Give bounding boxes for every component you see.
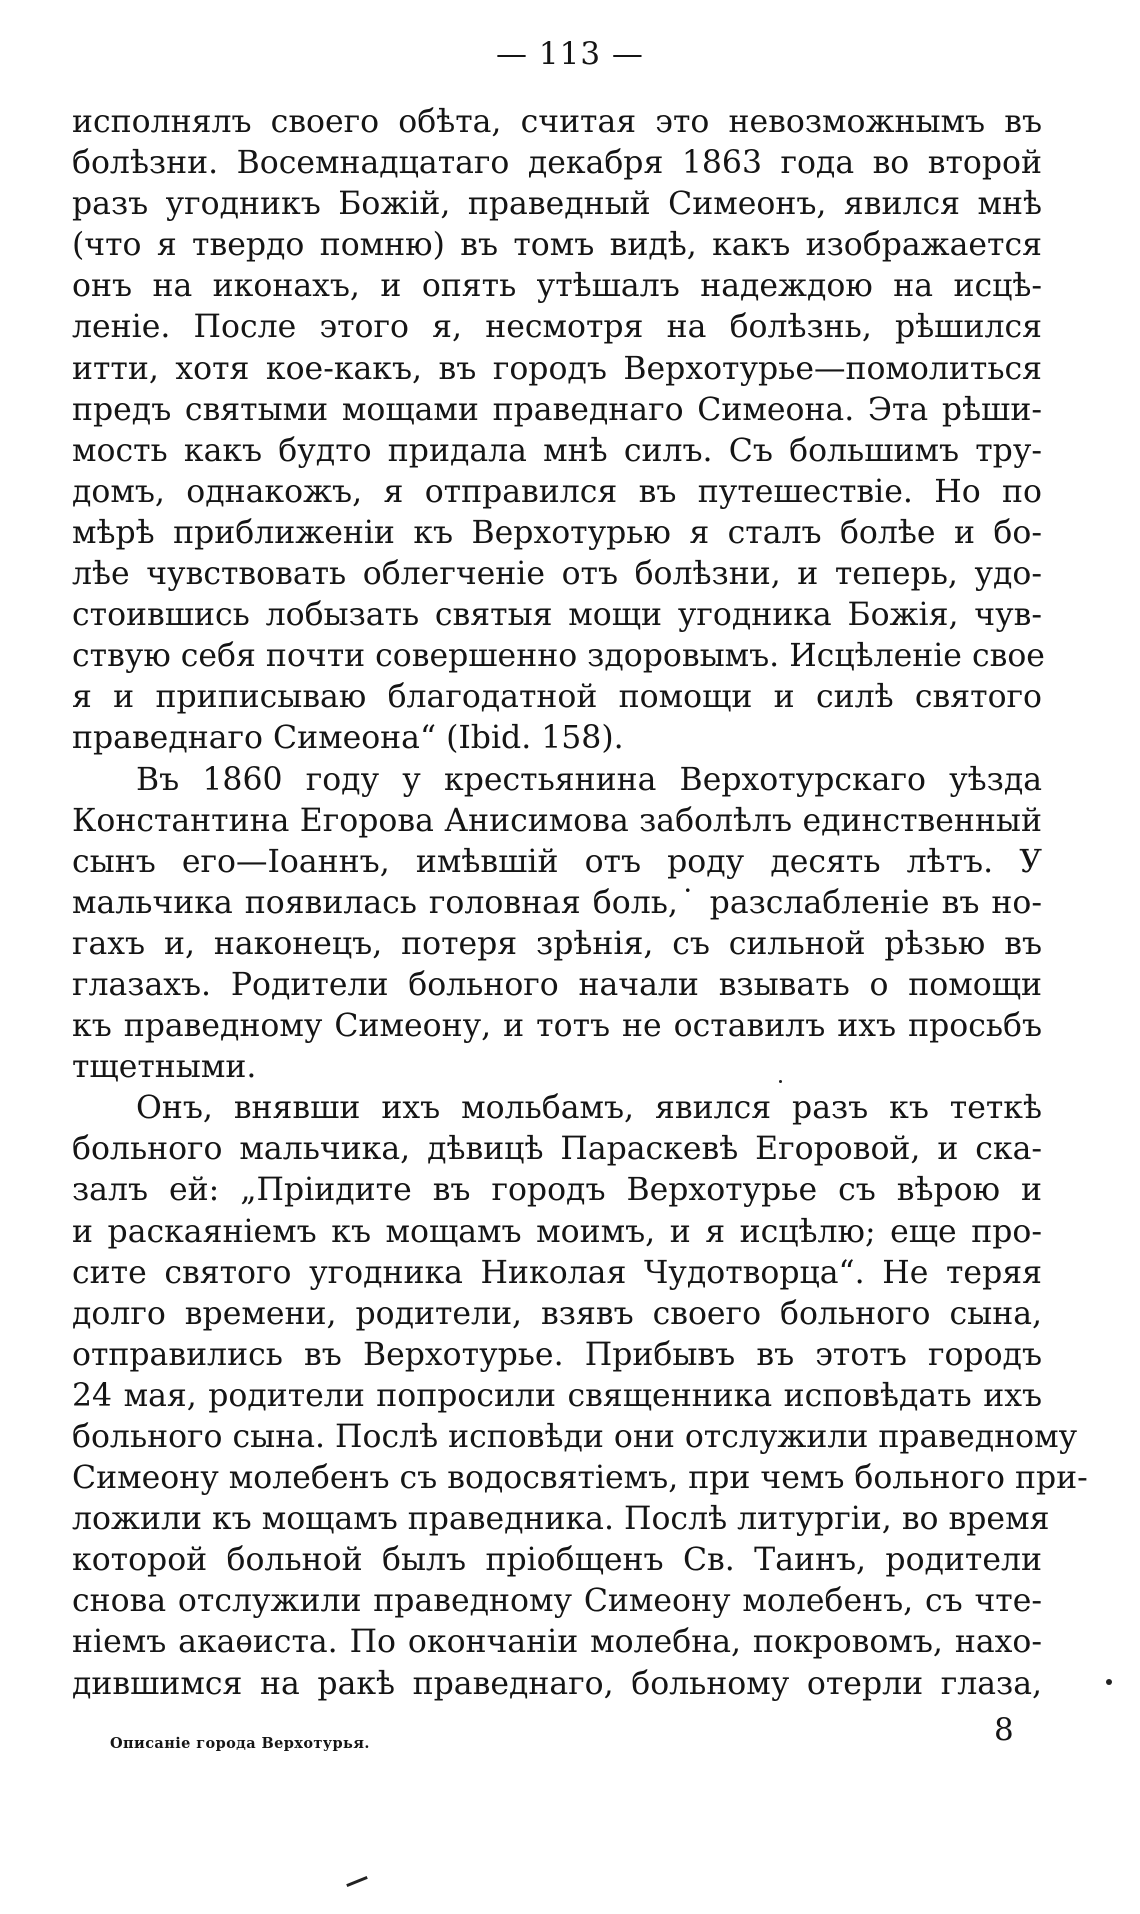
text-line: Въ 1860 году у крестьянина Верхотурскаго уѣзда (136, 761, 1042, 798)
footer-title: Описаніе города Верхотурья. (110, 1735, 370, 1752)
text-line: ложили къ мощамъ праведника. Послѣ литургіи, во время (72, 1501, 1050, 1538)
text-line: отправились въ Верхотурье. Прибывъ въ этотъ городъ (72, 1336, 1042, 1373)
text-line: исполнялъ своего обѣта, считая это невозможнымъ въ (72, 104, 1042, 140)
text-line: которой больной былъ пріобщенъ Св. Таинъ, родители (72, 1542, 1042, 1579)
text-line: Константина Егорова Анисимова заболѣлъ единственный (72, 802, 1042, 839)
text-line: сите святого угодника Николая Чудотворца“. Не теряя (72, 1254, 1042, 1291)
text-line: тщетными. (72, 1049, 257, 1086)
page-number: — 113 — (496, 36, 644, 72)
ink-speck (1106, 1679, 1112, 1685)
text-line: сынъ его—Іоаннъ, имѣвшій отъ роду десять лѣтъ. У (72, 843, 1042, 880)
text-line: ніемъ акаѳиста. По окончаніи молебна, покровомъ, нахо- (72, 1624, 1042, 1661)
text-line: 24 мая, родители попросили священника исповѣдать ихъ (72, 1377, 1042, 1414)
text-line: домъ, однакожъ, я отправился въ путешествіе. Но по (72, 473, 1042, 510)
paragraph (72, 1088, 1088, 1704)
text-line: мѣрѣ приближеніи къ Верхотурью я сталъ болѣе и бо- (72, 514, 1042, 551)
ink-stroke (346, 1876, 368, 1887)
text-line: разъ угодникъ Божій, праведный Симеонъ, явился мнѣ (72, 186, 1042, 223)
text-line: гахъ и, наконецъ, потеря зрѣнія, съ сильной рѣзью въ (72, 925, 1042, 962)
text-line: предъ святыми мощами праведнаго Симеона. Эта рѣши- (72, 391, 1042, 428)
text-line: долго времени, родители, взявъ своего больного сына, (72, 1295, 1042, 1332)
paragraph (72, 102, 1045, 760)
text-line: стоившись лобызать святыя мощи угодника Божія, чув- (72, 597, 1042, 634)
text-line: дившимся на ракѣ праведнаго, больному отерли глаза, (72, 1665, 1042, 1702)
text-line: мость какъ будто придала мнѣ силъ. Съ большимъ тру- (72, 432, 1042, 469)
text-line: глазахъ. Родители больного начали взывать о помощи (72, 966, 1042, 1003)
text-line: снова отслужили праведному Симеону молебенъ, съ чте- (72, 1583, 1042, 1620)
text-line: Онъ, внявши ихъ мольбамъ, явился разъ къ теткѣ (136, 1090, 1042, 1127)
text-line: я и приписываю благодатной помощи и силѣ святого (72, 679, 1042, 716)
text-line: залъ ей: „Пріидите въ городъ Верхотурье съ вѣрою и (72, 1172, 1042, 1209)
text-line: лѣе чувствовать облегченіе отъ болѣзни, и теперь, удо- (72, 556, 1042, 593)
text-line: онъ на иконахъ, и опять утѣшалъ надеждою на исцѣ- (72, 268, 1042, 305)
ink-speck (779, 1080, 782, 1083)
text-line: праведнаго Симеона“ (Ibid. 158). (72, 720, 624, 757)
text-line: и раскаяніемъ къ мощамъ моимъ, и я исцѣлю; еще про- (72, 1213, 1042, 1250)
text-line: ствую себя почти совершенно здоровымъ. Исцѣленіе свое (72, 638, 1045, 675)
text-line: леніе. После этого я, несмотря на болѣзнь, рѣшился (72, 309, 1042, 346)
body-text (72, 102, 1088, 1705)
text-line: больного сына. Послѣ исповѣди они отслужили праведному (72, 1419, 1078, 1455)
text-line: (что я твердо помню) въ томъ видѣ, какъ изображается (72, 227, 1042, 264)
text-line: къ праведному Симеону, и тотъ не оставилъ ихъ просьбъ (72, 1008, 1042, 1045)
signature-mark: 8 (994, 1712, 1014, 1748)
text-line: болѣзни. Восемнадцатаго декабря 1863 года во второй (72, 145, 1042, 182)
paragraph (72, 760, 1042, 1089)
text-line: мальчика появилась головная боль,˙ разслабленіе въ но- (72, 884, 1042, 921)
text-line: больного мальчика, дѣвицѣ Параскевѣ Егоровой, и ска- (72, 1131, 1042, 1168)
text-line: итти, хотя кое-какъ, въ городъ Верхотурье—помолиться (72, 350, 1042, 387)
text-line: Симеону молебенъ съ водосвятіемъ, при чемъ больного при- (72, 1460, 1088, 1497)
